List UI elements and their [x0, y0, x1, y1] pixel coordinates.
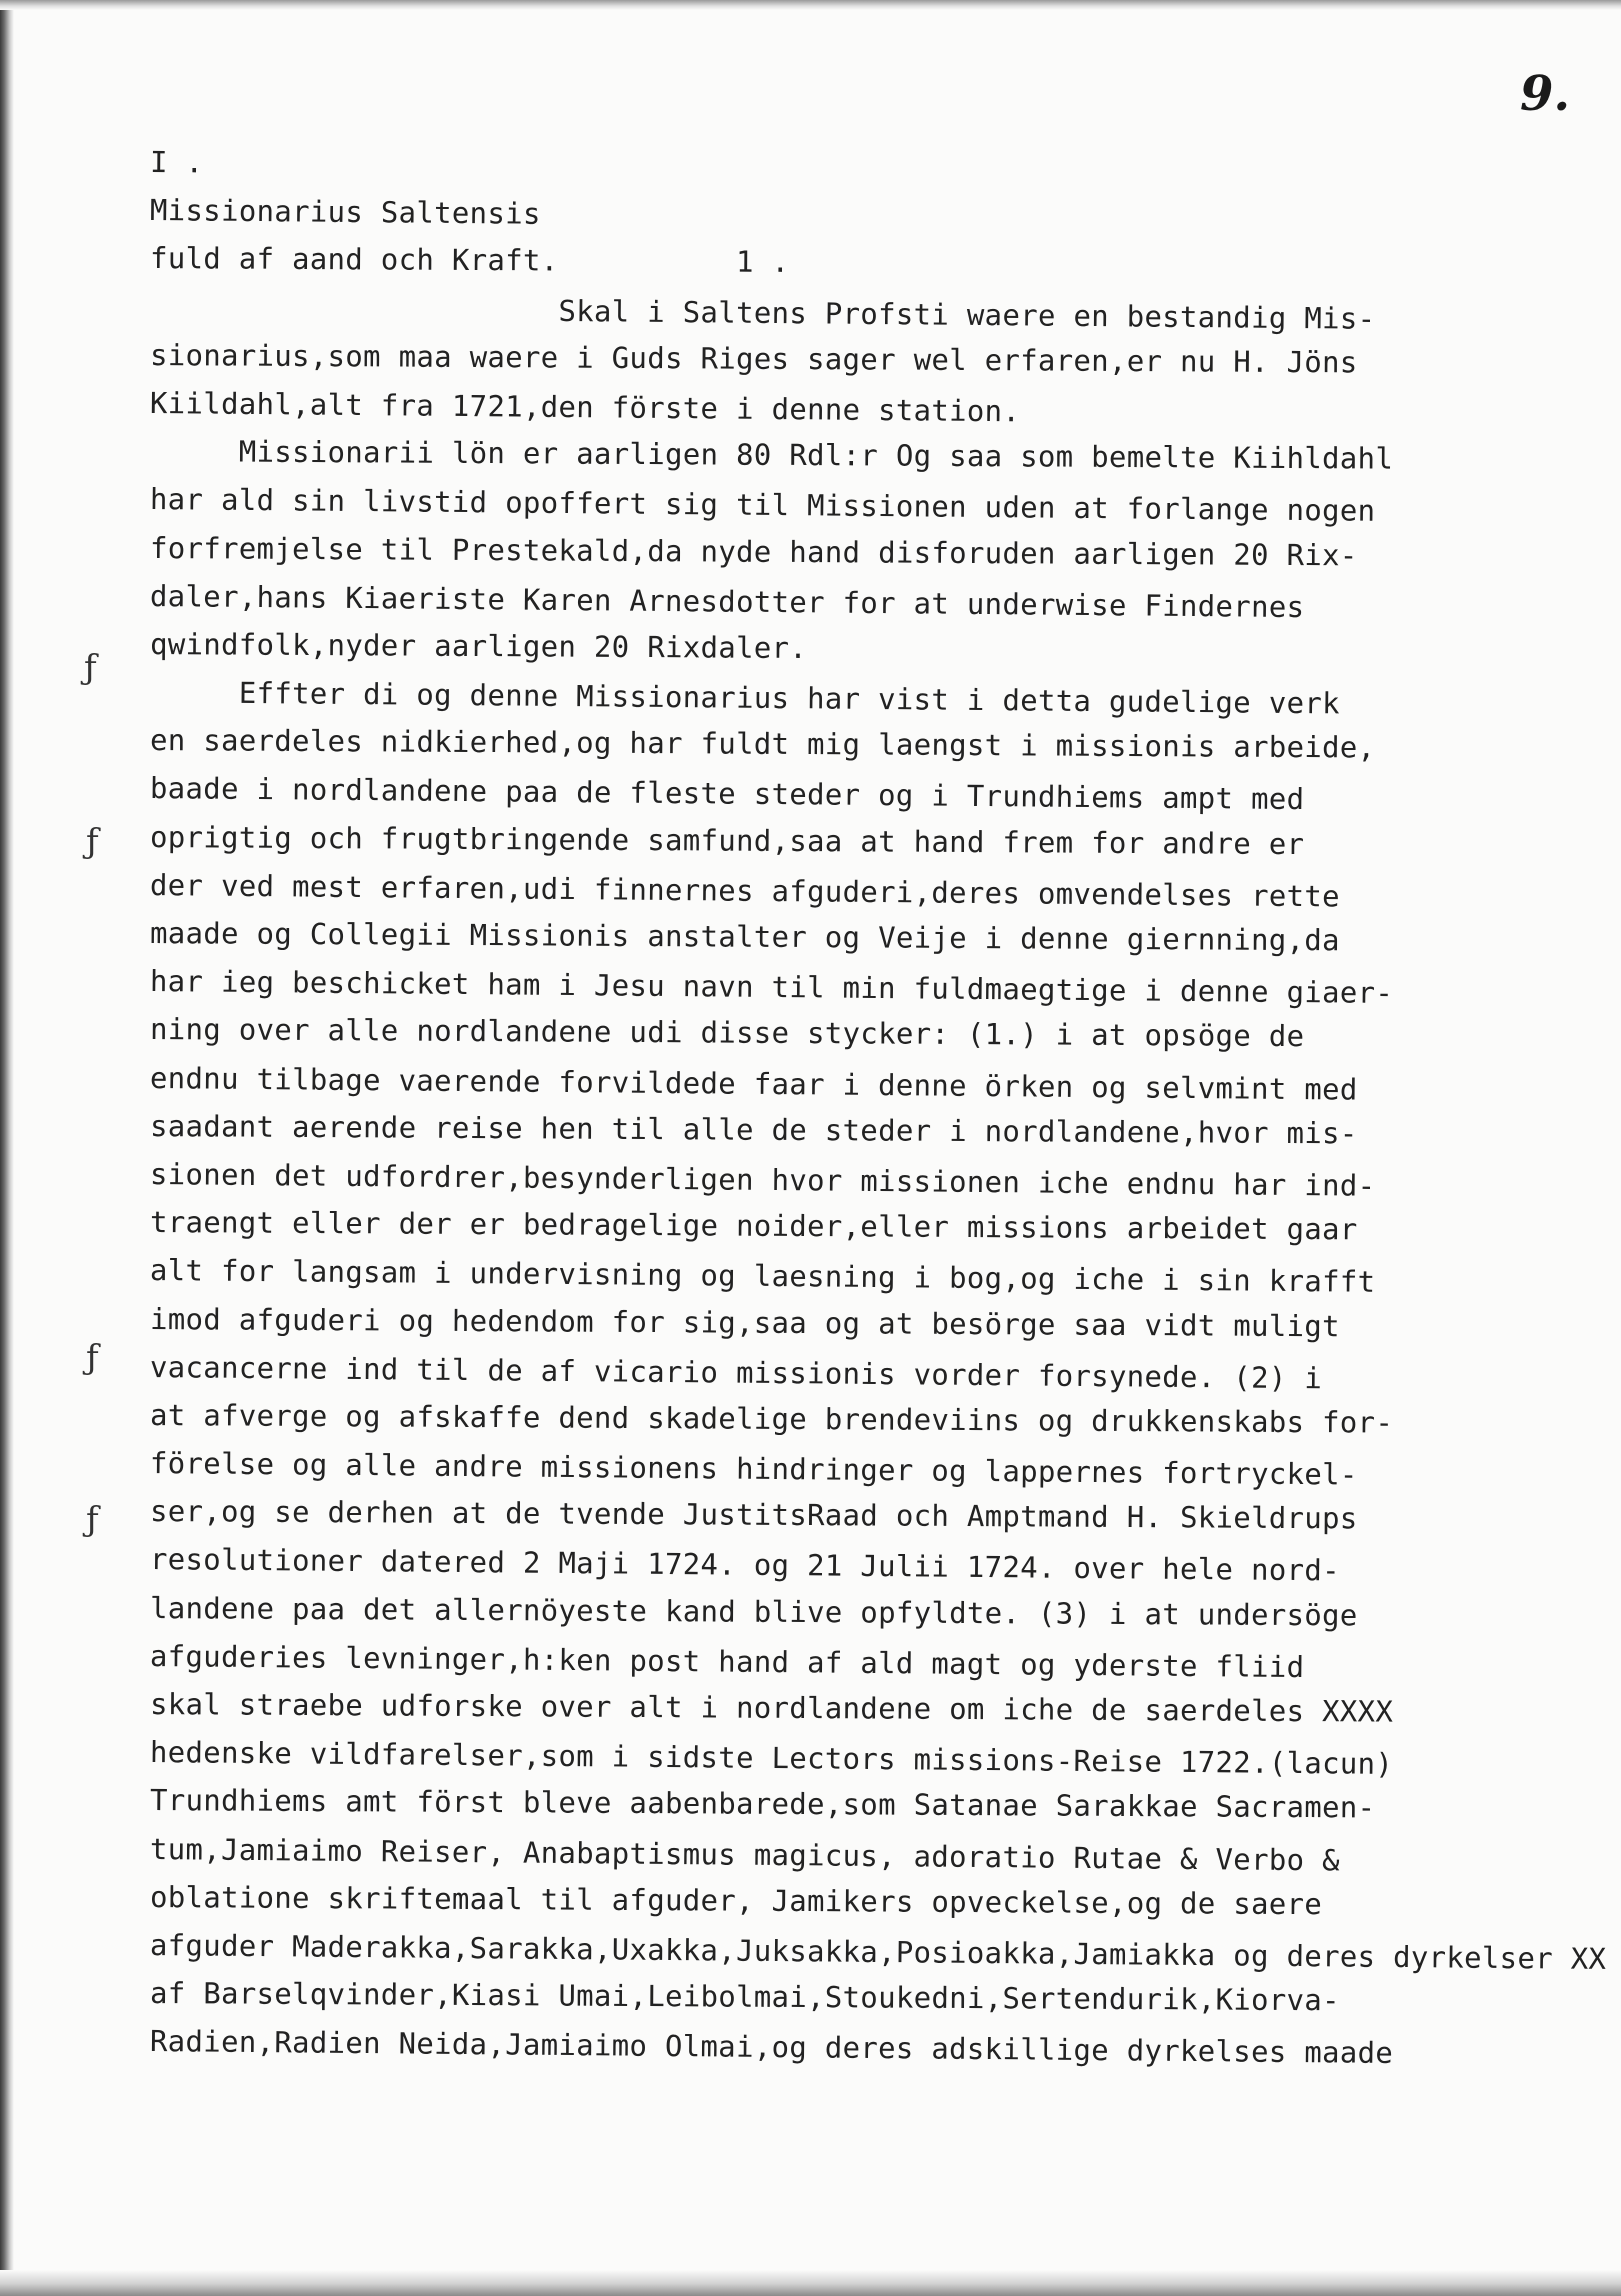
text-line: daler,hans Kiaeriste Karen Arnesdotter for at underwise Findernes	[149, 578, 1305, 624]
text-line: tum,Jamiaimo Reiser, Anabaptismus magicus, adoratio Rutae & Verbo &	[149, 1831, 1340, 1877]
scan-top-edge	[0, 0, 1621, 10]
text-line: forfremjelse til Prestekald,da nyde hand disforuden aarligen 20 Rix-	[149, 530, 1358, 572]
text-line: qwindfolk,nyder aarligen 20 Rixdaler.	[149, 626, 808, 665]
text-line: afguder Maderakka,Sarakka,Uxakka,Juksakka,Posioakka,Jamiakka og deres dyrkelser XX	[149, 1927, 1607, 1976]
text-line: der ved mest erfaren,udi finnernes afguderi,deres omvendelses rette	[149, 867, 1340, 914]
text-line: saadant aerende reise hen til alle de steder i nordlandene,hvor mis-	[149, 1108, 1358, 1151]
scan-bottom-edge	[0, 2270, 1621, 2296]
text-line: har ieg beschicket ham i Jesu navn til min fuldmaegtige i denne giaer-	[149, 964, 1394, 1011]
text-line: Missionarii lön er aarligen 80 Rdl:r Og saa som bemelte Kiihldahl	[149, 434, 1394, 476]
text-line: Kiildahl,alt fra 1721,den förste i denne station.	[149, 385, 1021, 429]
text-line: fuld af aand och Kraft. 1 .	[149, 241, 790, 280]
text-line: sionarius,som maa waere i Guds Riges sager wel erfaren,er nu H. Jöns	[149, 337, 1358, 380]
scan-left-edge	[0, 0, 14, 2296]
text-line: skal straebe udforske over alt i nordlandene om iche de saerdeles XXXX	[149, 1687, 1394, 1729]
text-line: resolutioner datered 2 Maji 1724. og 21 Julii 1724. over hele nord-	[149, 1542, 1340, 1588]
text-line: Radien,Radien Neida,Jamiaimo Olmai,og deres adskillige dyrkelses maade	[149, 2024, 1394, 2071]
text-line: oblatione skriftemaal til afguder, Jamikers opveckelse,og de saere	[149, 1879, 1323, 1921]
text-line: har ald sin livstid opoffert sig til Missionen uden at forlange nogen	[149, 482, 1376, 529]
text-line: at afverge og afskaffe dend skadelige brendeviins og drukkenskabs for-	[149, 1397, 1394, 1440]
text-line: en saerdeles nidkierhed,og har fuldt mig laengst i missionis arbeide,	[149, 723, 1376, 765]
margin-mark: ƒ	[84, 648, 97, 688]
text-line: Trundhiems amt först bleve aabenbarede,som Satanae Sarakkae Sacramen-	[149, 1783, 1376, 1825]
text-line: Skal i Saltens Profsti waere en bestandig Mis-	[149, 289, 1376, 336]
text-line: imod afguderi og hedendom for sig,saa og at besörge saa vidt muligt	[149, 1301, 1340, 1343]
text-line: alt for langsam i undervisning og laesning i bog,og iche i sin krafft	[149, 1253, 1376, 1300]
text-line: af Barselqvinder,Kiasi Umai,Leibolmai,Stoukedni,Sertendurik,Kiorva-	[149, 1976, 1340, 2018]
page-number: 9.	[1520, 66, 1571, 122]
margin-mark: ƒ	[86, 1500, 99, 1540]
text-line: sionen det udfordrer,besynderligen hvor missionen iche endnu har ind-	[149, 1156, 1376, 1203]
text-line: ning over alle nordlandene udi disse stycker: (1.) i at opsöge de	[149, 1012, 1305, 1054]
text-line: ser,og se derhen at de tvende JustitsRaad och Amptmand H. Skieldrups	[149, 1494, 1358, 1536]
text-line: maade og Collegii Missionis anstalter og Veije i denne giernning,da	[149, 916, 1340, 958]
text-line: hedenske vildfarelser,som i sidste Lectors missions-Reise 1722.(lacun)	[149, 1735, 1394, 1782]
text-line: I .	[149, 145, 204, 180]
text-line: förelse og alle andre missionens hindringer og lappernes fortryckel-	[149, 1446, 1358, 1492]
margin-mark: ƒ	[86, 822, 99, 862]
text-line: endnu tilbage vaerende forvildede faar i denne örken og selvmint med	[149, 1060, 1358, 1107]
text-line: baade i nordlandene paa de fleste steder og i Trundhiems ampt med	[149, 771, 1305, 817]
text-line: Missionarius Saltensis	[149, 193, 541, 231]
typewritten-text	[149, 138, 1607, 2071]
text-line: traengt eller der er bedragelige noider,eller missions arbeidet gaar	[149, 1205, 1358, 1247]
margin-mark: ƒ	[86, 1338, 99, 1378]
text-line: landene paa det allernöyeste kand blive opfyldte. (3) i at undersöge	[149, 1590, 1358, 1633]
text-line: vacancerne ind til de af vicario missionis vorder forsynede. (2) i	[149, 1349, 1323, 1395]
text-line: afguderies levninger,h:ken post hand af ald magt og yderste fliid	[149, 1638, 1305, 1684]
text-line: oprigtig och frugtbringende samfund,saa at hand frem for andre er	[149, 819, 1305, 861]
text-line: Effter di og denne Missionarius har vist i detta gudelige verk	[149, 675, 1340, 721]
